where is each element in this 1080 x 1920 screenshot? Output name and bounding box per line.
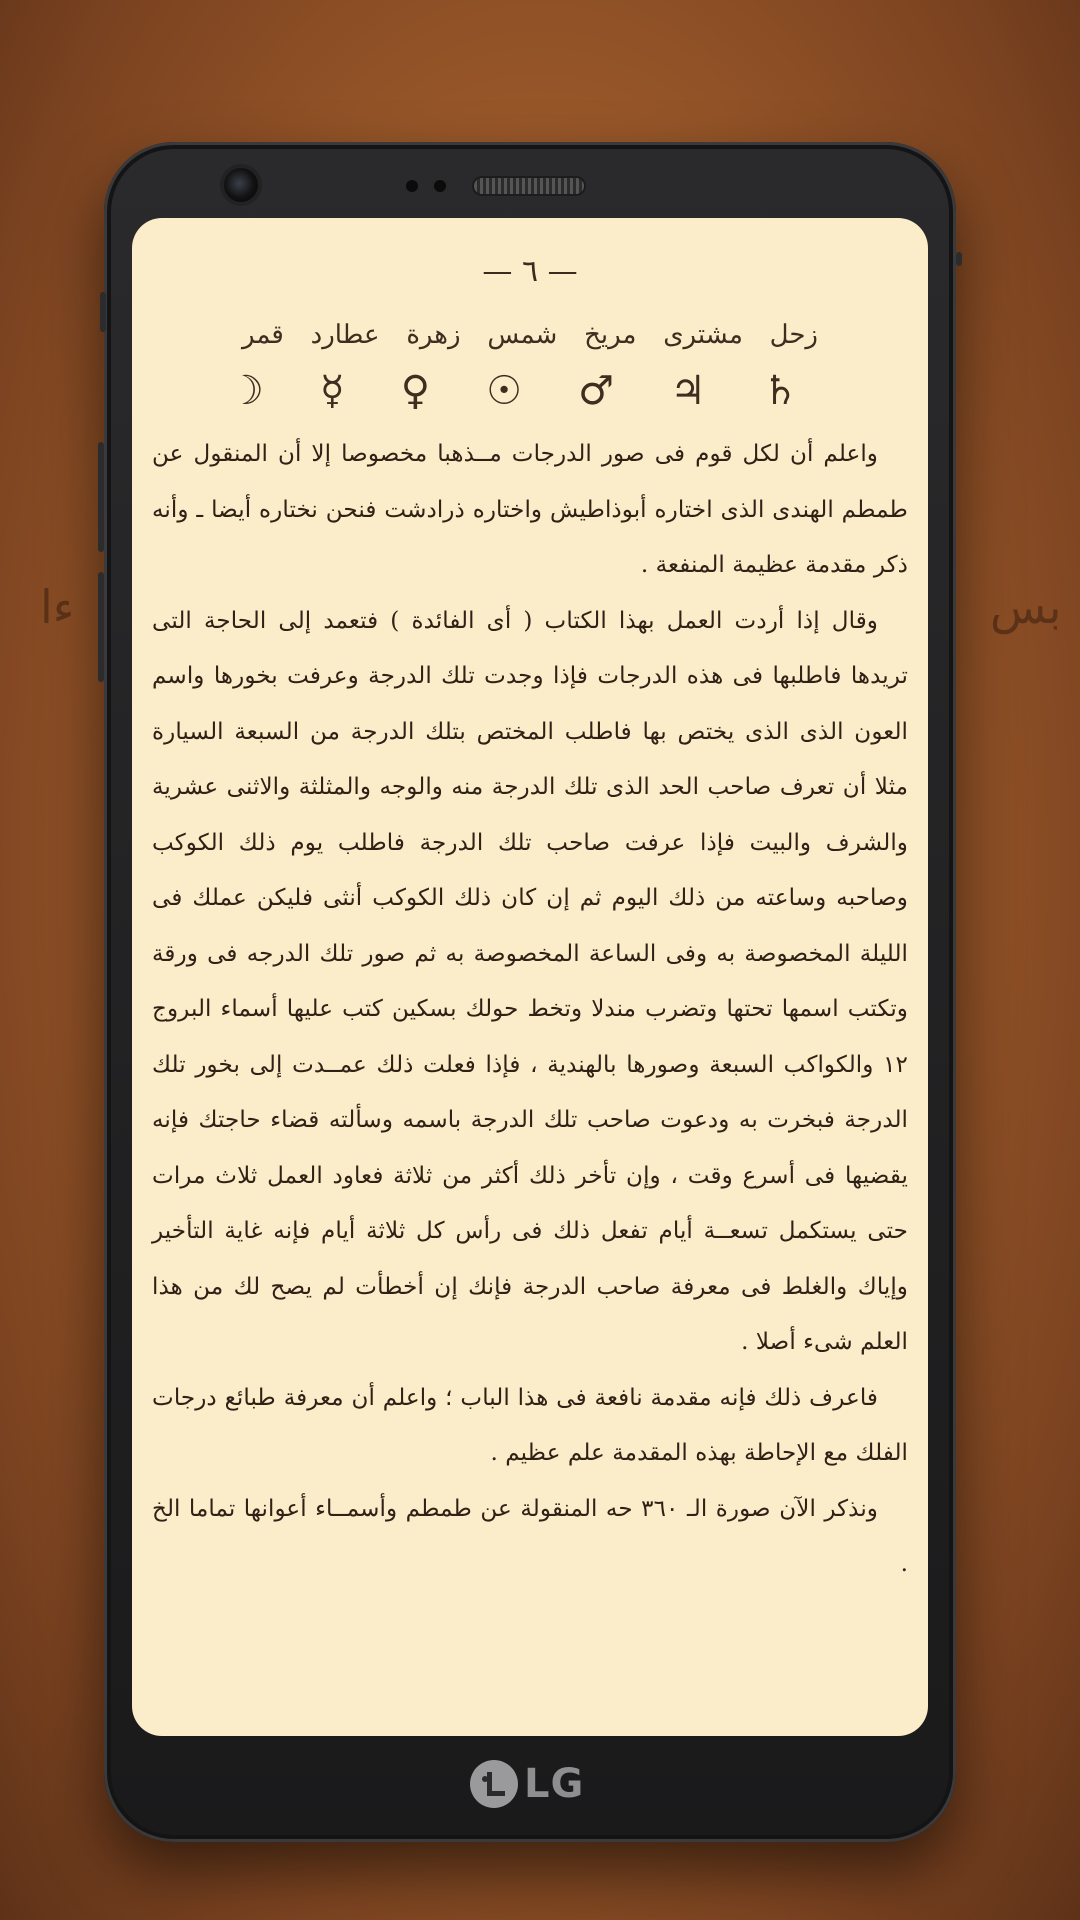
mars-glyph-icon: ♂ (578, 368, 614, 414)
sun-glyph-icon: ☉ (486, 368, 522, 414)
venus-glyph-icon: ♀ (400, 368, 430, 414)
planet-name: مشترى (663, 320, 743, 350)
light-sensor (434, 180, 446, 192)
planet-names-row (242, 320, 818, 350)
planet-name: زهرة (406, 320, 461, 350)
brand-logo (470, 1760, 584, 1808)
brand-name: LG (524, 1761, 585, 1807)
front-camera (224, 168, 258, 202)
planet-glyphs-row (228, 368, 798, 414)
phone-frame (104, 142, 956, 1842)
lg-face-icon (470, 1760, 518, 1808)
frame-antenna-line (956, 252, 962, 266)
paragraph: ونذكر الآن صورة الـ ٣٦٠ حه المنقولة عن طمطم وأسمــاء أعوانها تماما الخ . (152, 1494, 908, 1577)
mercury-glyph-icon: ☿ (320, 368, 345, 414)
planet-name: زحل (769, 320, 818, 350)
paragraph: وقال إذا أردت العمل بهذا الكتاب ( أى الفائدة ) فتعمد إلى الحاجة التى تريدها فاطلبها فى هذه الدرجات فإذا وجدت تلك الدرجة وعرفت بخورها واسم العون الذى الذى يختص بها فاطلب المختص بتلك الدرجة من السبعة السيارة مثلا أن تعرف صاحب الحد الذى تلك الدرجة منه والوجه والمثلثة والاثنى عشرية والشرف والبيت فإذا عرفت صاحب تلك الدرجة فاطلب يوم ذلك الكوكب وصاحبه وساعته من ذلك اليوم ثم إن كان ذلك الكوكب أنثى فليكن عملك فى الليلة المخصوصة به وفى الساعة المخصوصة به ثم صور تلك الدرجه فى ورقة وتكتب اسمها تحتها وتضرب مندلا وتخط حولك بسكين كتب عليها أسماء البروج ١٢ والكواكب السبعة وصورها بالهندية ، فإذا فعلت ذلك عمــدت إلى بخور تلك الدرجة فبخرت به ودعوت صاحب تلك الدرجة باسمه وسألته قضاء حاجتك فإنه يقضيها فى أسرع وقت ، وإن تأخر ذلك أكثر من ثلاثة فعاود العمل ثلاث مرات حتى يستكمل تسعــة أيام تفعل ذلك فى رأس كل ثلاثة أيام فإنه غاية التأخير وإياك والغلط فى معرفة صاحب الدرجة فإنك إن أخطأت لم يصح لك من هذا العلم شىء أصلا . (152, 606, 908, 1355)
background-script-right: ﺑﺲ (990, 580, 1062, 634)
volume-up-button[interactable] (98, 442, 104, 552)
screen-page[interactable] (132, 218, 928, 1736)
planet-name: شمس (487, 320, 558, 350)
planet-name: قمر (242, 320, 284, 350)
paragraph: فاعرف ذلك فإنه مقدمة نافعة فى هذا الباب ؛ واعلم أن معرفة طبائع درجات الفلك مع الإحاطة بهذه المقدمة علم عظيم . (152, 1383, 908, 1466)
moon-glyph-icon: ☽ (228, 368, 264, 414)
page-number: — ٦ — (482, 254, 578, 289)
paragraph: واعلم أن لكل قوم فى صور الدرجات مــذهبا مخصوصا إلا أن المنقول عن طمطم الهندى الذى اختاره أبوذاطيش واختاره ذرادشت فنحن نختاره أيضا ـ وأنه ذكر مقدمة عظيمة المنفعة . (152, 440, 908, 578)
planet-name: مريخ (584, 320, 637, 350)
jupiter-glyph-icon: ♃ (670, 368, 706, 414)
saturn-glyph-icon: ♄ (762, 368, 798, 414)
proximity-sensor (406, 180, 418, 192)
earpiece-speaker (474, 178, 584, 194)
page-body-text (152, 426, 908, 1592)
background-script-left: ﺀﺍ (40, 580, 75, 634)
volume-down-button[interactable] (98, 572, 104, 682)
assistant-button[interactable] (100, 292, 106, 332)
planet-name: عطارد (310, 320, 380, 350)
